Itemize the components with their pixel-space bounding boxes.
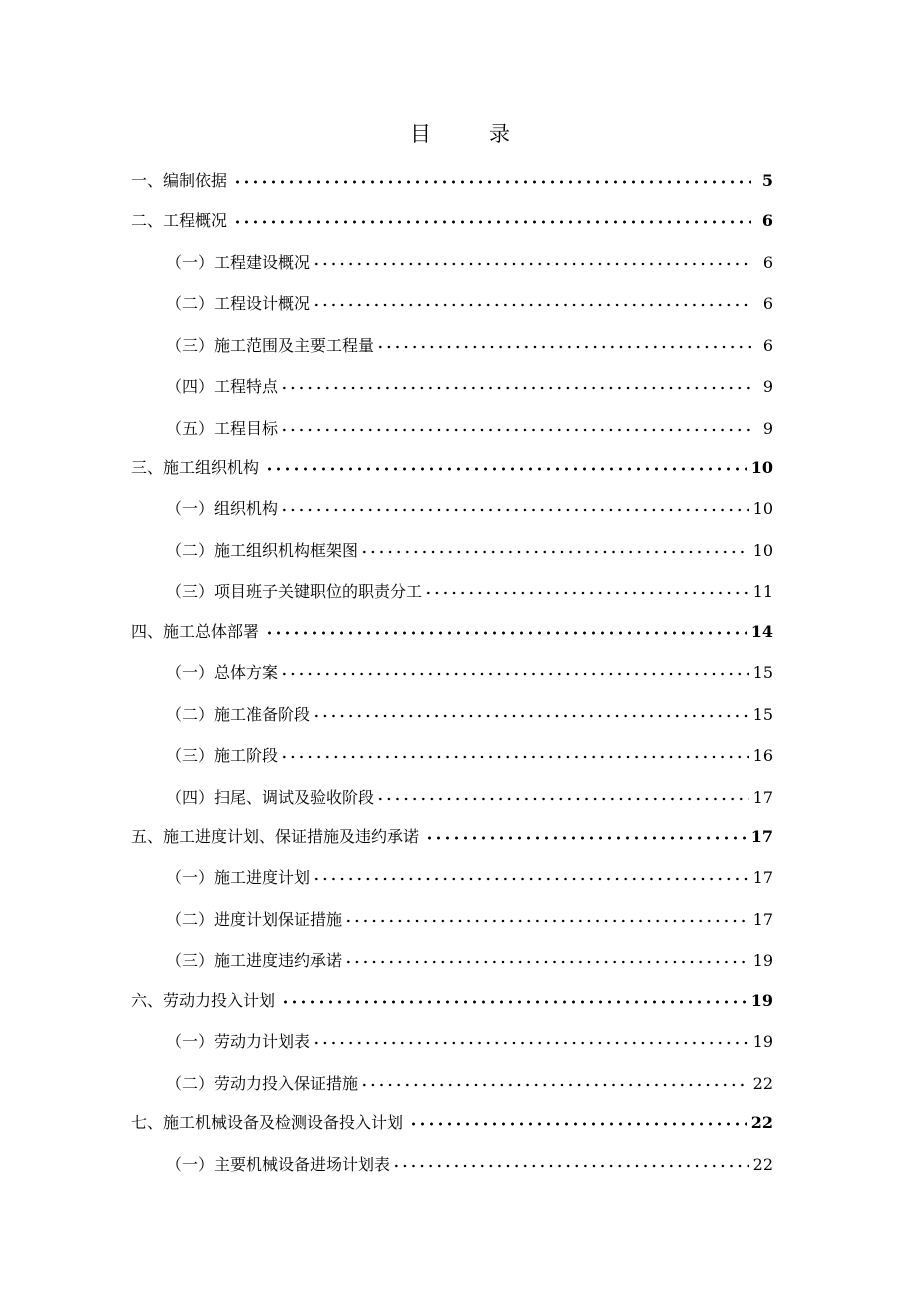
toc-entry-title: （一）施工进度计划: [166, 868, 311, 887]
toc-subsection-entry[interactable]: [166, 248, 773, 274]
toc-page-number: 17: [752, 910, 773, 929]
toc-entry-title: （二）施工组织机构框架图: [166, 541, 359, 560]
toc-dot-leader: [280, 741, 749, 761]
toc-section-entry[interactable]: [131, 1108, 773, 1134]
toc-dot-leader: [312, 1027, 749, 1047]
toc-section-entry[interactable]: [131, 166, 773, 192]
toc-entry-title: 二、工程概况: [131, 211, 228, 230]
toc-page-number: 6: [762, 253, 773, 272]
toc-entry-title: （一）劳动力计划表: [166, 1032, 311, 1051]
toc-entry-title: （二）施工准备阶段: [166, 705, 311, 724]
toc-entry-title: 一、编制依据: [131, 171, 228, 190]
toc-subsection-entry[interactable]: [166, 1027, 773, 1053]
toc-title: [0, 118, 920, 148]
toc-page-number: 6: [761, 211, 773, 230]
toc-dot-leader: [344, 946, 749, 966]
toc-entry-title: 六、劳动力投入计划: [131, 991, 276, 1010]
toc-dot-leader: [409, 1108, 747, 1128]
toc-page-number: 22: [752, 1155, 773, 1174]
toc-entry-title: 五、施工进度计划、保证措施及违约承诺: [131, 827, 420, 846]
toc-page-number: 22: [750, 1113, 773, 1132]
toc-page-number: 19: [752, 1032, 773, 1051]
toc-entry-title: （四）工程特点: [166, 377, 279, 396]
toc-page-number: 10: [752, 541, 773, 560]
toc-dot-leader: [280, 658, 749, 678]
toc-page-number: 6: [762, 294, 773, 313]
toc-entry-title: 三、施工组织机构: [131, 458, 260, 477]
toc-subsection-entry[interactable]: [166, 741, 773, 767]
toc-page-number: 6: [762, 336, 773, 355]
toc-section-entry[interactable]: [131, 206, 773, 232]
toc-entry-title: （一）组织机构: [166, 499, 279, 518]
toc-subsection-entry[interactable]: [166, 863, 773, 889]
toc-page-number: 17: [752, 788, 773, 807]
toc-subsection-entry[interactable]: [166, 331, 773, 357]
toc-entry-title: （一）总体方案: [166, 663, 279, 682]
toc-dot-leader: [312, 248, 751, 268]
toc-entry-title: （三）施工进度违约承诺: [166, 951, 343, 970]
toc-page-number: 10: [750, 458, 773, 477]
toc-subsection-entry[interactable]: [166, 946, 773, 972]
toc-dot-leader: [265, 453, 747, 473]
toc-page-number: 9: [762, 377, 773, 396]
toc-dot-leader: [233, 206, 751, 226]
toc-page-number: 10: [752, 499, 773, 518]
toc-subsection-entry[interactable]: [166, 289, 773, 315]
toc-dot-leader: [233, 166, 751, 186]
toc-entry-title: （四）扫尾、调试及验收阶段: [166, 788, 375, 807]
toc-entry-title: （五）工程目标: [166, 419, 279, 438]
toc-page-number: 17: [750, 827, 773, 846]
toc-section-entry[interactable]: [131, 822, 773, 848]
toc-dot-leader: [312, 863, 749, 883]
toc-entry-title: （一）工程建设概况: [166, 253, 311, 272]
toc-page-number: 9: [762, 419, 773, 438]
toc-entry-title: （二）劳动力投入保证措施: [166, 1074, 359, 1093]
toc-subsection-entry[interactable]: [166, 658, 773, 684]
toc-dot-leader: [265, 617, 747, 637]
toc-entry-title: 四、施工总体部署: [131, 622, 260, 641]
toc-page-number: 19: [752, 951, 773, 970]
toc-subsection-entry[interactable]: [166, 414, 773, 440]
toc-entry-title: （一）主要机械设备进场计划表: [166, 1155, 391, 1174]
toc-entry-title: （二）进度计划保证措施: [166, 910, 343, 929]
toc-dot-leader: [312, 289, 751, 309]
toc-section-entry[interactable]: [131, 453, 773, 479]
toc-page-number: 14: [750, 622, 773, 641]
toc-dot-leader: [376, 331, 751, 351]
toc-dot-leader: [376, 783, 749, 803]
toc-subsection-entry[interactable]: [166, 1150, 773, 1176]
toc-subsection-entry[interactable]: [166, 577, 773, 603]
toc-page-number: 15: [752, 705, 773, 724]
toc-dot-leader: [425, 822, 747, 842]
toc-dot-leader: [281, 986, 747, 1006]
toc-page-number: 5: [761, 171, 773, 190]
toc-entry-title: （三）项目班子关键职位的职责分工: [166, 582, 423, 601]
toc-dot-leader: [424, 577, 749, 597]
toc-page-number: 15: [752, 663, 773, 682]
toc-subsection-entry[interactable]: [166, 700, 773, 726]
toc-page-number: 19: [750, 991, 773, 1010]
toc-page-number: 16: [752, 746, 773, 765]
toc-page-number: 11: [752, 582, 773, 601]
toc-entry-title: （二）工程设计概况: [166, 294, 311, 313]
toc-entry-title: （三）施工范围及主要工程量: [166, 336, 375, 355]
toc-subsection-entry[interactable]: [166, 494, 773, 520]
toc-dot-leader: [344, 905, 749, 925]
toc-dot-leader: [312, 700, 749, 720]
toc-dot-leader: [360, 536, 749, 556]
toc-section-entry[interactable]: [131, 617, 773, 643]
toc-section-entry[interactable]: [131, 986, 773, 1012]
toc-subsection-entry[interactable]: [166, 905, 773, 931]
toc-dot-leader: [280, 494, 749, 514]
toc-title-right: 录: [489, 122, 510, 146]
toc-page-number: 17: [752, 868, 773, 887]
toc-subsection-entry[interactable]: [166, 372, 773, 398]
toc-subsection-entry[interactable]: [166, 536, 773, 562]
toc-dot-leader: [280, 414, 751, 434]
toc-dot-leader: [280, 372, 751, 392]
toc-title-left: 目: [410, 122, 431, 146]
toc-page-number: 22: [752, 1074, 773, 1093]
toc-dot-leader: [392, 1150, 749, 1170]
toc-subsection-entry[interactable]: [166, 1069, 773, 1095]
toc-entry-title: （三）施工阶段: [166, 746, 279, 765]
toc-subsection-entry[interactable]: [166, 783, 773, 809]
toc-entry-title: 七、施工机械设备及检测设备投入计划: [131, 1113, 404, 1132]
toc-dot-leader: [360, 1069, 749, 1089]
